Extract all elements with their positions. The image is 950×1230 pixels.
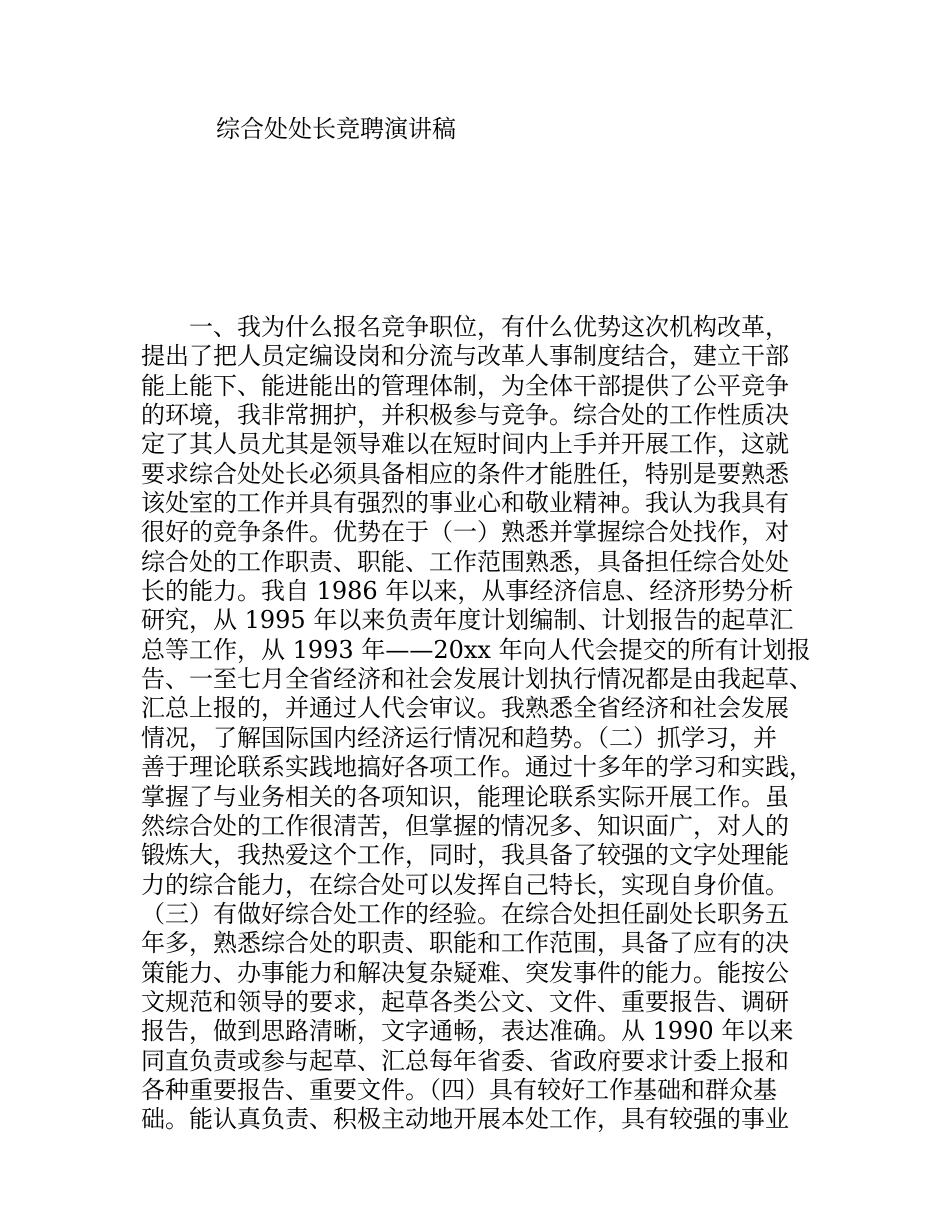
body-text-line: 长的能力。我自 1986 年以来，从事经济信息、经济形势分析 bbox=[141, 577, 794, 606]
body-text-line: 力的综合能力，在综合处可以发挥自己特长，实现自身价值。 bbox=[141, 870, 789, 899]
body-text-line: 该处室的工作并具有强烈的事业心和敬业精神。我认为我具有 bbox=[141, 489, 789, 518]
body-text-line: 综合处的工作职责、职能、工作范围熟悉，具备担任综合处处 bbox=[141, 547, 789, 576]
body-text-line: 提出了把人员定编设岗和分流与改革人事制度结合，建立干部 bbox=[141, 342, 789, 371]
body-text-line: 情况，了解国际国内经济运行情况和趋势。（二）抓学习，并 bbox=[141, 723, 777, 752]
body-text-line: 策能力、办事能力和解决复杂疑难、突发事件的能力。能按公 bbox=[141, 958, 789, 987]
document-title: 综合处处长竞聘演讲稿 bbox=[216, 115, 456, 143]
body-text-line: 报告，做到思路清晰，文字通畅，表达准确。从 1990 年以来 bbox=[141, 1017, 794, 1046]
body-text-line: 各种重要报告、重要文件。（四）具有较好工作基础和群众基 bbox=[141, 1075, 777, 1104]
body-text-line: 一、我为什么报名竞争职位，有什么优势这次机构改革， bbox=[141, 313, 789, 341]
body-text-line: 文规范和领导的要求，起草各类公文、文件、重要报告、调研 bbox=[141, 987, 789, 1016]
body-text-line: 锻炼大，我热爱这个工作，同时，我具备了较强的文字处理能 bbox=[141, 841, 789, 870]
body-text-line: 然综合处的工作很清苦，但掌握的情况多、知识面广，对人的 bbox=[141, 811, 789, 840]
body-text-line: 要求综合处处长必须具备相应的条件才能胜任，特别是要熟悉 bbox=[141, 459, 789, 488]
body-text-line: 善于理论联系实践地搞好各项工作。通过十多年的学习和实践， bbox=[141, 753, 813, 782]
body-text-line: 掌握了与业务相关的各项知识，能理论联系实际开展工作。虽 bbox=[141, 782, 789, 811]
body-text-line: 年多，熟悉综合处的职责、职能和工作范围，具备了应有的决 bbox=[141, 929, 789, 958]
body-text-line: 总等工作，从 1993 年——20xx 年向人代会提交的所有计划报 bbox=[141, 635, 811, 664]
body-text-line: 同直负责或参与起草、汇总每年省委、省政府要求计委上报和 bbox=[141, 1046, 789, 1075]
body-text-line: （三）有做好综合处工作的经验。在综合处担任副处长职务五 bbox=[141, 899, 789, 928]
body-text-line: 的环境，我非常拥护，并积极参与竞争。综合处的工作性质决 bbox=[141, 401, 789, 430]
body-text-line: 定了其人员尤其是领导难以在短时间内上手并开展工作，这就 bbox=[141, 430, 789, 459]
body-text-line: 研究，从 1995 年以来负责年度计划编制、计划报告的起草汇 bbox=[141, 606, 794, 635]
body-text-line: 告、一至七月全省经济和社会发展计划执行情况都是由我起草、 bbox=[141, 665, 813, 694]
body-text-line: 很好的竞争条件。优势在于（一）熟悉并掌握综合处找作，对 bbox=[141, 518, 789, 547]
body-text-line: 础。能认真负责、积极主动地开展本处工作，具有较强的事业 bbox=[141, 1105, 789, 1134]
document-body bbox=[141, 313, 831, 1135]
body-text-line: 汇总上报的，并通过人代会审议。我熟悉全省经济和社会发展 bbox=[141, 694, 789, 723]
body-text-line: 能上能下、能进能出的管理体制，为全体干部提供了公平竞争 bbox=[141, 371, 789, 400]
